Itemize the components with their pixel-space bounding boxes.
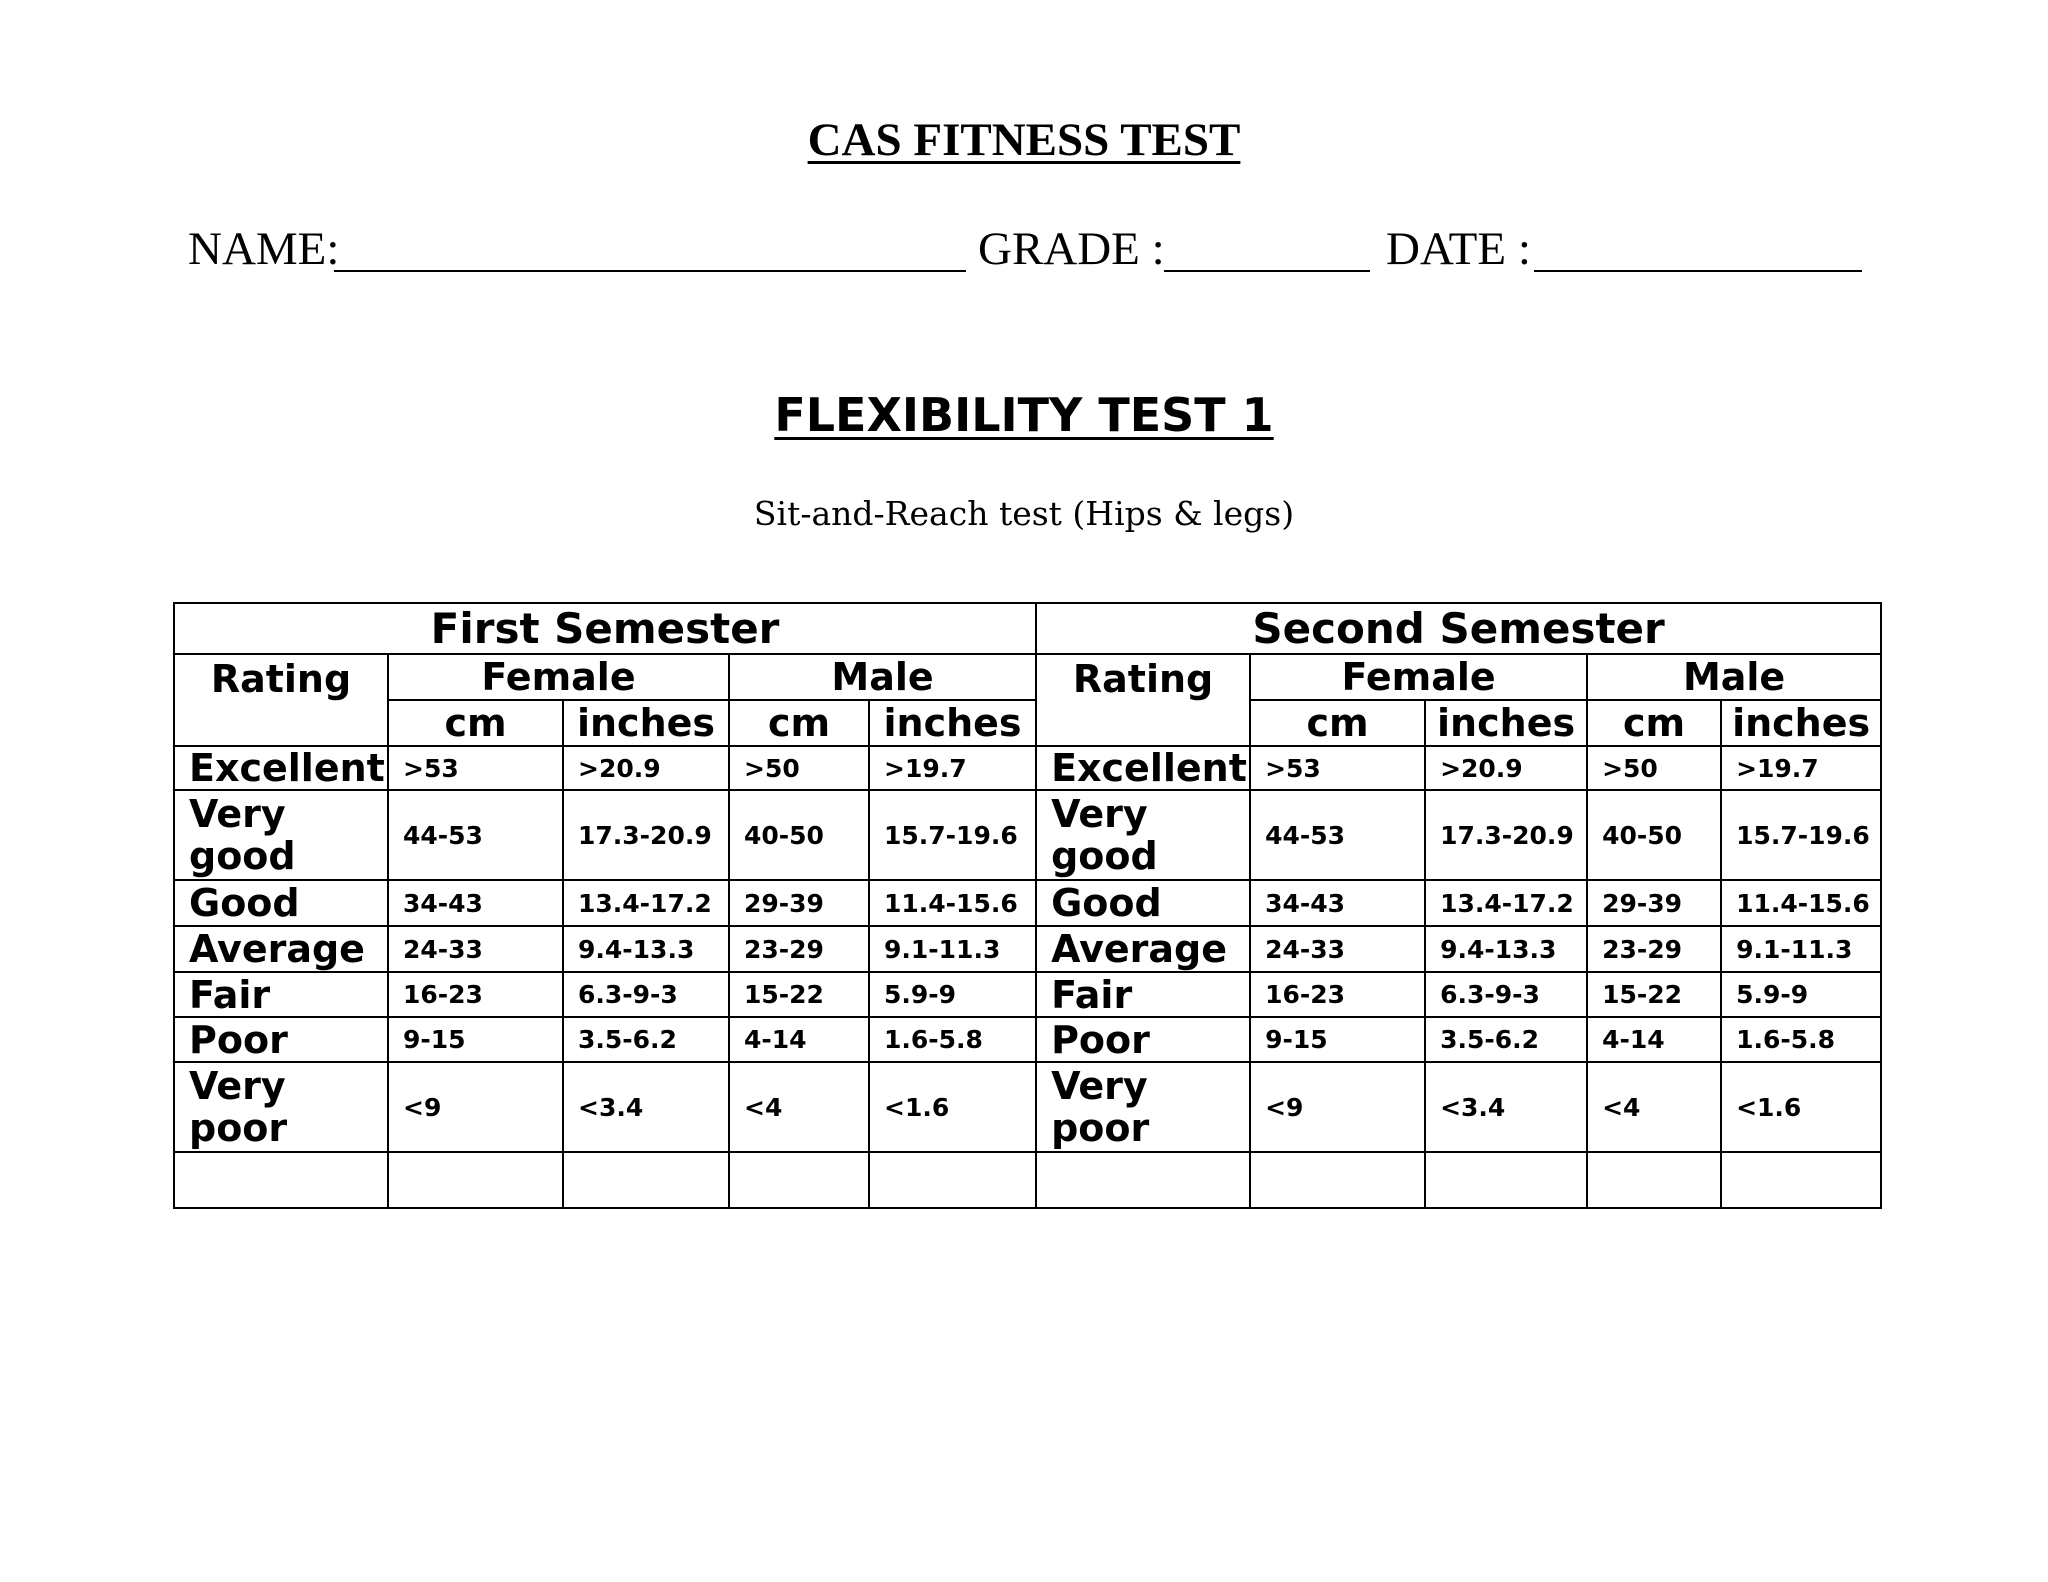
value-cell: 44-53: [1250, 790, 1425, 880]
table-row: [174, 1017, 1881, 1062]
rating-cell: Good: [174, 880, 388, 926]
empty-cell[interactable]: [174, 1152, 388, 1208]
value-cell: 44-53: [388, 790, 563, 880]
table-row: [174, 1062, 1881, 1152]
female-header: Female: [388, 654, 729, 700]
value-cell: 23-29: [1587, 926, 1721, 972]
value-cell: 29-39: [1587, 880, 1721, 926]
value-cell: 4-14: [729, 1017, 869, 1062]
male-header: Male: [1587, 654, 1881, 700]
group-header-row: [174, 654, 1881, 700]
value-cell: 15-22: [1587, 972, 1721, 1017]
empty-cell[interactable]: [563, 1152, 729, 1208]
unit-header-cm: cm: [388, 700, 563, 746]
value-cell: 24-33: [1250, 926, 1425, 972]
table-row: [174, 880, 1881, 926]
value-cell: 15-22: [729, 972, 869, 1017]
name-field-line[interactable]: [334, 270, 966, 272]
value-cell: 4-14: [1587, 1017, 1721, 1062]
rating-table: [173, 602, 1882, 1209]
empty-cell[interactable]: [1721, 1152, 1881, 1208]
table-row: [174, 972, 1881, 1017]
unit-header-inches: inches: [1721, 700, 1881, 746]
value-cell: 11.4-15.6: [869, 880, 1036, 926]
value-cell: 34-43: [1250, 880, 1425, 926]
value-cell: 16-23: [1250, 972, 1425, 1017]
unit-header-inches: inches: [1425, 700, 1587, 746]
rating-cell: Fair: [1036, 972, 1250, 1017]
value-cell: 9.4-13.3: [563, 926, 729, 972]
value-cell: 5.9-9: [1721, 972, 1881, 1017]
rating-cell: Very good: [1036, 790, 1250, 880]
table-row-empty: [174, 1152, 1881, 1208]
rating-cell: Average: [1036, 926, 1250, 972]
table-row: [174, 926, 1881, 972]
date-field-line[interactable]: [1534, 270, 1862, 272]
value-cell: 24-33: [388, 926, 563, 972]
name-label: NAME:: [188, 223, 340, 275]
value-cell: 5.9-9: [869, 972, 1036, 1017]
value-cell: >53: [1250, 746, 1425, 790]
value-cell: 17.3-20.9: [563, 790, 729, 880]
value-cell: >19.7: [869, 746, 1036, 790]
semester-header-row: [174, 603, 1881, 654]
value-cell: 9-15: [1250, 1017, 1425, 1062]
value-cell: <3.4: [563, 1062, 729, 1152]
value-cell: 3.5-6.2: [563, 1017, 729, 1062]
unit-header-row: [174, 700, 1881, 746]
rating-cell: Excellent: [174, 746, 388, 790]
semester-header: First Semester: [174, 603, 1036, 654]
rating-header: Rating: [1036, 654, 1250, 746]
value-cell: <9: [1250, 1062, 1425, 1152]
value-cell: >50: [1587, 746, 1721, 790]
empty-cell[interactable]: [1250, 1152, 1425, 1208]
value-cell: >20.9: [563, 746, 729, 790]
test-subtitle: Sit-and-Reach test (Hips & legs): [753, 494, 1295, 533]
empty-cell[interactable]: [729, 1152, 869, 1208]
test-title-text: FLEXIBILITY TEST 1: [774, 388, 1274, 442]
rating-header: Rating: [174, 654, 388, 746]
value-cell: >19.7: [1721, 746, 1881, 790]
value-cell: 3.5-6.2: [1425, 1017, 1587, 1062]
value-cell: 9-15: [388, 1017, 563, 1062]
student-info-line: [188, 222, 1868, 282]
value-cell: 9.1-11.3: [1721, 926, 1881, 972]
unit-header-cm: cm: [729, 700, 869, 746]
semester-header: Second Semester: [1036, 603, 1881, 654]
empty-cell[interactable]: [388, 1152, 563, 1208]
value-cell: 40-50: [1587, 790, 1721, 880]
empty-cell[interactable]: [1425, 1152, 1587, 1208]
rating-cell: Excellent: [1036, 746, 1250, 790]
value-cell: <1.6: [869, 1062, 1036, 1152]
rating-cell: Good: [1036, 880, 1250, 926]
table-row: [174, 790, 1881, 880]
value-cell: 9.4-13.3: [1425, 926, 1587, 972]
value-cell: <9: [388, 1062, 563, 1152]
value-cell: 6.3-9-3: [563, 972, 729, 1017]
unit-header-cm: cm: [1250, 700, 1425, 746]
unit-header-inches: inches: [869, 700, 1036, 746]
value-cell: 15.7-19.6: [869, 790, 1036, 880]
value-cell: >50: [729, 746, 869, 790]
document-title: [0, 113, 2048, 167]
value-cell: <3.4: [1425, 1062, 1587, 1152]
value-cell: 6.3-9-3: [1425, 972, 1587, 1017]
female-header: Female: [1250, 654, 1587, 700]
empty-cell[interactable]: [1036, 1152, 1250, 1208]
table-row: [174, 746, 1881, 790]
grade-label: GRADE :: [978, 223, 1165, 275]
value-cell: 17.3-20.9: [1425, 790, 1587, 880]
value-cell: <4: [729, 1062, 869, 1152]
value-cell: 1.6-5.8: [869, 1017, 1036, 1062]
value-cell: 40-50: [729, 790, 869, 880]
value-cell: >53: [388, 746, 563, 790]
value-cell: 16-23: [388, 972, 563, 1017]
value-cell: 11.4-15.6: [1721, 880, 1881, 926]
value-cell: 13.4-17.2: [563, 880, 729, 926]
value-cell: <4: [1587, 1062, 1721, 1152]
document-title-text: CAS FITNESS TEST: [807, 114, 1241, 166]
rating-cell: Average: [174, 926, 388, 972]
male-header: Male: [729, 654, 1036, 700]
test-title: [0, 388, 2048, 442]
value-cell: 34-43: [388, 880, 563, 926]
value-cell: 29-39: [729, 880, 869, 926]
value-cell: <1.6: [1721, 1062, 1881, 1152]
rating-cell: Poor: [1036, 1017, 1250, 1062]
grade-field-line[interactable]: [1164, 270, 1370, 272]
empty-cell[interactable]: [869, 1152, 1036, 1208]
value-cell: >20.9: [1425, 746, 1587, 790]
value-cell: 23-29: [729, 926, 869, 972]
empty-cell[interactable]: [1587, 1152, 1721, 1208]
value-cell: 15.7-19.6: [1721, 790, 1881, 880]
rating-cell: Very poor: [174, 1062, 388, 1152]
value-cell: 9.1-11.3: [869, 926, 1036, 972]
rating-cell: Fair: [174, 972, 388, 1017]
rating-cell: Very good: [174, 790, 388, 880]
unit-header-cm: cm: [1587, 700, 1721, 746]
date-label: DATE :: [1386, 223, 1531, 275]
rating-cell: Very poor: [1036, 1062, 1250, 1152]
value-cell: 13.4-17.2: [1425, 880, 1587, 926]
unit-header-inches: inches: [563, 700, 729, 746]
value-cell: 1.6-5.8: [1721, 1017, 1881, 1062]
rating-cell: Poor: [174, 1017, 388, 1062]
